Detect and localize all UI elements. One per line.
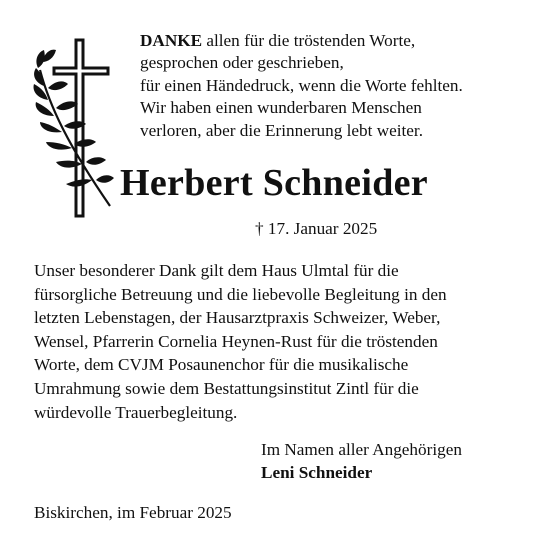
body-line: Umrahmung sowie dem Bestattungsinstitut Zintl für die <box>34 378 419 398</box>
thanks-word: DANKE <box>140 31 203 50</box>
body-line: letzten Lebenstagen, der Hausarztpraxis Schweizer, Weber, <box>34 308 441 328</box>
intro-line-2: gesprochen oder geschrieben, <box>140 53 344 73</box>
body-line: würdevolle Trauerbegleitung. <box>34 402 238 422</box>
body-line: Worte, dem CVJM Posaunenchor für die musikalische <box>34 355 409 375</box>
intro-line-5: verloren, aber die Erinnerung lebt weiter. <box>140 120 423 140</box>
deceased-name: Herbert Schneider <box>120 162 428 204</box>
body-line: Wensel, Pfarrerin Cornelia Heynen-Rust für die tröstenden <box>34 331 438 351</box>
intro-line-3: für einen Händedruck, wenn die Worte fehlten. <box>140 75 463 95</box>
signature-block <box>261 438 462 484</box>
body-line: Unser besonderer Dank gilt dem Haus Ulmtal für die <box>34 261 399 280</box>
cross-with-palm-branch-icon <box>30 38 120 220</box>
body-line: fürsorgliche Betreuung und die liebevolle Begleitung in den <box>34 284 447 304</box>
signature-intro: Im Namen aller Angehörigen <box>261 440 462 459</box>
place-and-date: Biskirchen, im Februar 2025 <box>34 503 232 522</box>
intro-line-1-rest: allen für die tröstenden Worte, <box>202 31 416 50</box>
death-date: † 17. Januar 2025 <box>255 219 378 238</box>
intro-line-4: Wir haben einen wunderbaren Menschen <box>140 98 422 118</box>
thank-you-text <box>140 30 540 142</box>
acknowledgement-paragraph <box>34 259 524 424</box>
intro-line-1 <box>140 30 540 52</box>
signatory-name: Leni Schneider <box>261 463 373 482</box>
